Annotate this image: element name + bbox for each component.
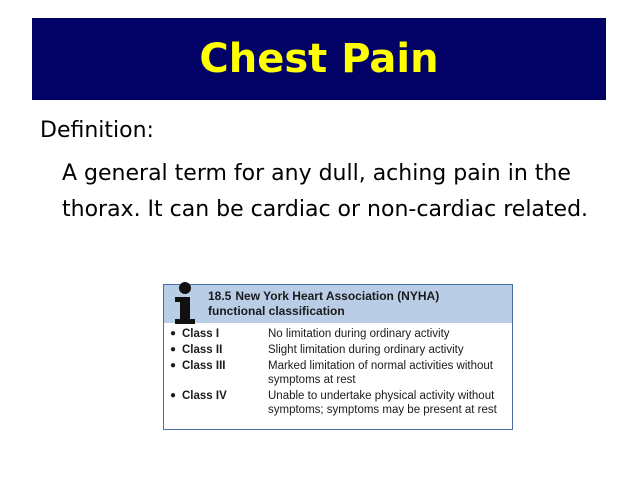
nyha-class: Class II (182, 344, 223, 356)
nyha-classification-box (163, 284, 513, 430)
nyha-description: No limitation during ordinary activity (268, 328, 450, 340)
bullet: ● (170, 390, 177, 401)
title-bar (32, 18, 606, 100)
slide-title: Chest Pain (199, 36, 439, 82)
bullet: ● (170, 344, 177, 355)
nyha-row (170, 343, 508, 357)
nyha-description: Marked limitation of normal activities without symptoms at rest (268, 360, 493, 386)
nyha-description: Slight limitation during ordinary activity (268, 344, 464, 356)
definition-text: A general term for any dull, aching pain in the thorax. It can be cardiac or non-cardiac related. (62, 161, 589, 222)
nyha-title-text: New York Heart Association (NYHA) functional classification (208, 289, 440, 318)
nyha-title (208, 289, 498, 319)
nyha-row (170, 359, 508, 387)
nyha-class: Class IV (182, 390, 227, 402)
nyha-description: Unable to undertake physical activity without symptoms; symptoms may be present at rest (268, 390, 497, 416)
nyha-rows (170, 327, 508, 419)
nyha-row (170, 389, 508, 417)
nyha-class: Class III (182, 360, 226, 372)
nyha-class: Class I (182, 328, 220, 340)
nyha-number: 18.5 (208, 289, 232, 303)
nyha-header (164, 285, 512, 323)
info-icon (170, 281, 200, 325)
bullet: ● (170, 328, 177, 339)
definition-label: Definition: (40, 118, 154, 143)
nyha-row (170, 327, 508, 341)
bullet: ● (170, 360, 177, 371)
